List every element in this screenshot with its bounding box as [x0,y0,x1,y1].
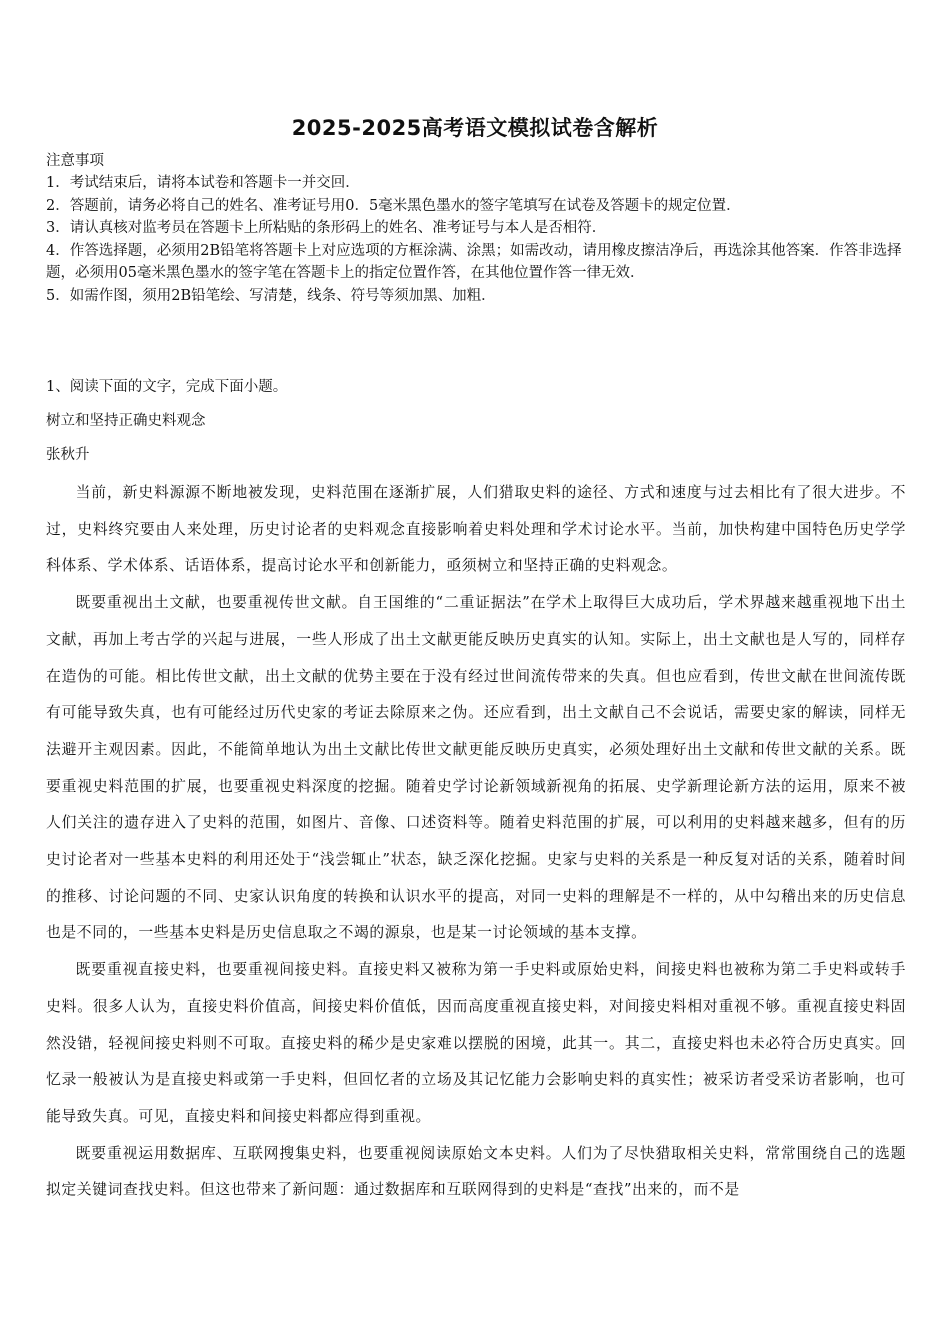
page-title: 2025-2025高考语文模拟试卷含解析 [291,116,659,140]
notice-section [46,150,916,308]
article-paragraph: 既要重视直接史料，也要重视间接史料。直接史料又被称为第一手史料或原始史料，间接史料也被称为第二手史料或转手史料。很多人认为，直接史料价值高，间接史料价值低，因而高度重视直接史料，对间接史料相对重视不够。重视直接史料固然没错，轻视间接史料则不可取。直接史料的稀少是史家难以摆脱的困境，此其一。其二，直接史料也未必符合历史真实。回忆录一般被认为是直接史料或第一手史料，但回忆者的立场及其记忆能力会影响史料的真实性；被采访者受采访者影响，也可能导致失真。可见，直接史料和间接史料都应得到重视。 [46,961,906,1125]
notice-item: 3．请认真核对监考员在答题卡上所粘贴的条形码上的姓名、准考证号与本人是否相符． [46,220,607,237]
notice-item: 5．如需作图，须用2B铅笔绘、写清楚，线条、符号等须加黑、加粗． [46,287,496,304]
notice-item: 1．考试结束后，请将本试卷和答题卡一并交回． [46,175,360,191]
article-paragraph: 当前，新史料源源不断地被发现，史料范围在逐渐扩展，人们猎取史料的途径、方式和速度与过去相比有了很大进步。不过，史料终究要由人来处理，历史讨论者的史料观念直接影响着史料处理和学术讨论水平。当前，加快构建中国特色历史学学科体系、学术体系、话语体系，提高讨论水平和创新能力，亟须树立和坚持正确的史料观念。 [46,484,906,575]
question-prompt: 1、阅读下面的文字，完成下面小题。 [46,379,288,395]
notice-item: 2．答题前，请务必将自己的姓名、准考证号用0．5毫米黑色墨水的签字笔填写在试卷及答题卡的规定位置． [46,197,741,214]
article-author: 张秋升 [46,447,90,463]
notice-heading: 注意事项 [46,153,104,169]
article-title: 树立和坚持正确史料观念 [46,413,206,429]
notice-item: 4．作答选择题，必须用2B铅笔将答题卡上对应选项的方框涂满、涂黑；如需改动，请用橡皮擦洁净后，再选涂其他答案．作答非选择题，必须用05毫米黑色墨水的签字笔在答题卡上的指定位置作答，在其他位置作答一律无效． [46,242,902,282]
article-paragraph: 既要重视运用数据库、互联网搜集史料，也要重视阅读原始文本史料。人们为了尽快猎取相关史料，常常围绕自己的选题拟定关键词查找史料。但这也带来了新问题：通过数据库和互联网得到的史料是“查找”出来的，而不是 [46,1144,906,1199]
article-paragraph: 既要重视出土文献，也要重视传世文献。自王国维的“二重证据法”在学术上取得巨大成功后，学术界越来越重视地下出土文献，再加上考古学的兴起与进展，一些人形成了出土文献更能反映历史真实的认知。实际上，出土文献也是人写的，同样存在造伪的可能。相比传世文献，出土文献的优势主要在于没有经过世间流传带来的失真。但也应看到，传世文献在世间流传既有可能导致失真，也有可能经过历代史家的考证去除原来之伪。还应看到，出土文献自己不会说话，需要史家的解读，同样无法避开主观因素。因此，不能简单地认为出土文献比传世文献更能反映历史真实，必须处理好出土文献和传世文献的关系。既要重视史料范围的扩展，也要重视史料深度的挖掘。随着史学讨论新领域新视角的拓展、史学新理论新方法的运用，原来不被人们关注的遗存进入了史料的范围，如图片、音像、口述资料等。随着史料范围的扩展，可以利用的史料越来越多，但有的历史讨论者对一些基本史料的利用还处于“浅尝辄止”状态，缺乏深化挖掘。史家与史料的关系是一种反复对话的关系，随着时间的推移、讨论问题的不同、史家认识角度的转换和认识水平的提高，对同一史料的理解是不一样的，从中勾稽出来的历史信息也是不同的，一些基本史料是历史信息取之不竭的源泉，也是某一讨论领域的基本支撑。 [46,594,906,942]
question-section [46,373,906,1209]
